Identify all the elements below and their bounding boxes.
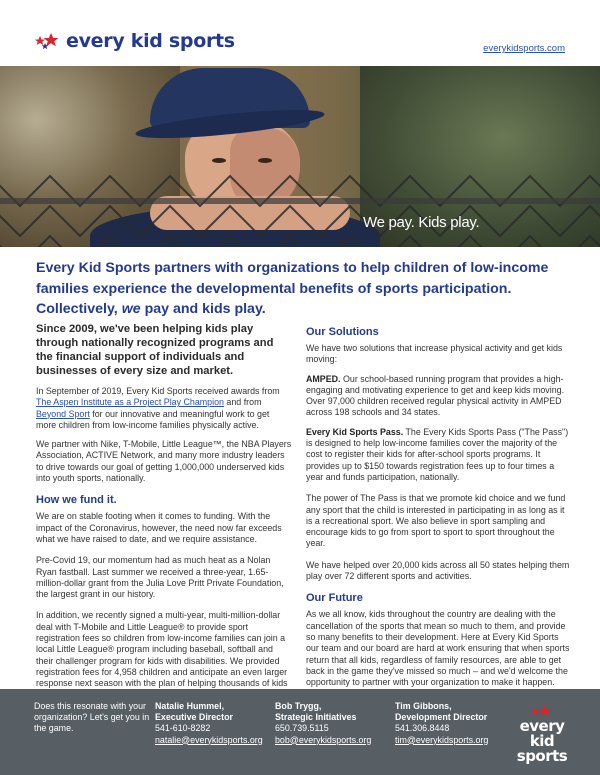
covid-paragraph: Pre-Covid 19, our momentum had as much heat as a Nolan Ryan fastball. Last summer we received a three-year, 1.65-million-dollar grant from the Julia Love Pritt Private Foundation, the largest grant in our history. <box>36 555 284 600</box>
contact-bob <box>275 701 371 746</box>
intro-line-2-suffix: pay and kids play. <box>140 301 266 317</box>
contact-natalie <box>155 701 263 746</box>
amped-paragraph <box>306 374 572 419</box>
contact-name: Natalie Hummel, <box>155 701 225 711</box>
contact-phone[interactable]: 541.306.8448 <box>395 723 450 734</box>
logo[interactable] <box>34 30 235 52</box>
lead-paragraph: Since 2009, we've been helping kids play through nationally recognized programs and the financial support of individuals and businesses of every size and market. <box>36 323 274 377</box>
contact-tim <box>395 701 488 746</box>
awards-text-3: for our innovative and meaningful work to get more children from low-income families physically active. <box>36 408 270 430</box>
intro-line-1: Every Kid Sports partners with organizations to help children of low-income families experience the developmental benefits of sports participation. <box>36 260 549 297</box>
pass-power-paragraph: The power of The Pass is that we promote kid choice and we fund any sport that the child is interested in participating in as long as it is a recreational sport. We also believe in sport sampling and encourage kids to go from sport to sport to sport throughout the year. <box>306 493 566 549</box>
tmobile-paragraph: In addition, we recently signed a multi-year, multi-million-dollar deal with T-Mobile and Little League® to provide sport registration fees so children from low-income families can join a local Little League® program including baseball, softball and their challenger program for kids with disabilities. We provided registration fees for 4,958 children and anticipate an even larger response next season with the plan of helping thousands of kids <box>36 610 288 689</box>
impact-paragraph: We have helped over 20,000 kids across all 50 states helping them play over 72 different sports and activities. <box>306 559 570 582</box>
amped-label: AMPED. <box>306 373 341 384</box>
contact-phone[interactable]: 650.739.5115 <box>275 723 329 734</box>
awards-text-2: and from <box>223 397 262 408</box>
stars-logo-icon <box>34 31 62 51</box>
stars-logo-icon <box>529 704 555 718</box>
logo-text: every kid sports <box>66 30 235 52</box>
contact-phone[interactable]: 541-610-8282 <box>155 723 211 734</box>
intro-line-2 <box>36 299 566 320</box>
right-column <box>306 324 572 696</box>
header <box>0 0 600 66</box>
our-solutions-heading: Our Solutions <box>306 326 379 338</box>
boy-eye-left <box>212 158 226 163</box>
contact-role: Development Director <box>395 712 488 723</box>
website-link[interactable]: everykidsports.com <box>483 43 565 54</box>
chain-link-fence-icon <box>0 166 600 247</box>
footer-logo-line-2: sports <box>516 747 568 765</box>
solutions-intro-paragraph: We have two solutions that increase physical activity and get kids moving: <box>306 343 563 365</box>
pass-paragraph <box>306 427 572 483</box>
contact-email-link[interactable]: bob@everykidsports.org <box>275 734 372 745</box>
footer <box>0 689 600 775</box>
our-future-heading: Our Future <box>306 592 363 605</box>
intro-line-2-emphasis: we <box>121 301 141 317</box>
amped-text: Our school-based running program that provides a high-engaging and motivating experience to get and keep kids moving. Over 97,000 children received regular physical activity in AMPED across 198 schools and 34 states. <box>306 373 565 418</box>
partners-paragraph: We partner with Nike, T-Mobile, Little League™, the NBA Players Association, ACTIVE Network, and many more industry leaders to drive towards our goal of getting 1,000,000 underserved kids into youth sports, nationally. <box>36 439 292 484</box>
intro-statement <box>36 258 566 320</box>
pass-text: The Every Kids Sports Pass ("The Pass") is designed to help low-income families cover the majority of the cost to register their kids for after-school sports programs. It provides up to $150 towards registration fees up to four times a year and funds participation, nationally. <box>306 426 569 482</box>
footer-logo-line-1: every kid <box>519 717 565 750</box>
beyond-sport-link[interactable]: Beyond Sport <box>36 408 90 419</box>
contact-name: Tim Gibbons, <box>395 701 452 711</box>
footer-call-to-action: Does this resonate with your organization? Let's get you in the game. <box>34 701 150 734</box>
hero-tagline: We pay. Kids play. <box>363 214 480 231</box>
hero-image <box>0 66 600 247</box>
pass-label: Every Kid Sports Pass. <box>306 426 404 437</box>
awards-text-1: In September of 2019, Every Kid Sports received awards from <box>36 386 280 396</box>
boy-eye-right <box>258 158 272 163</box>
contact-role: Strategic Initiatives <box>275 712 357 723</box>
intro-line-2-prefix: Collectively, <box>36 301 122 317</box>
contact-name: Bob Trygg, <box>275 701 322 711</box>
awards-paragraph <box>36 386 292 431</box>
aspen-institute-link[interactable]: The Aspen Institute as a Project Play Champion <box>36 397 224 408</box>
contact-email-link[interactable]: natalie@everykidsports.org <box>155 734 263 745</box>
future-paragraph: As we all know, kids throughout the country are dealing with the cancellation of the sports that mean so much to them, and provide so many benefits to their development. Here at Every Kid Sports our team and our board are hard at work ensuring that when sports return that all kids, regardless of family resources, are able to get back in the game they've missed so much – and we'd welcome the opportunity to partner with your organization to make it happen. <box>306 609 570 688</box>
footer-logo <box>512 704 572 764</box>
how-we-fund-heading: How we fund it. <box>36 494 117 507</box>
left-column <box>36 322 292 709</box>
contact-role: Executive Director <box>155 712 233 723</box>
funding-paragraph: We are on stable footing when it comes to funding. With the impact of the Coronavirus, however, the need now far exceeds what we have raised to date, and we require assistance. <box>36 511 282 544</box>
contact-email-link[interactable]: tim@everykidsports.org <box>395 734 489 745</box>
